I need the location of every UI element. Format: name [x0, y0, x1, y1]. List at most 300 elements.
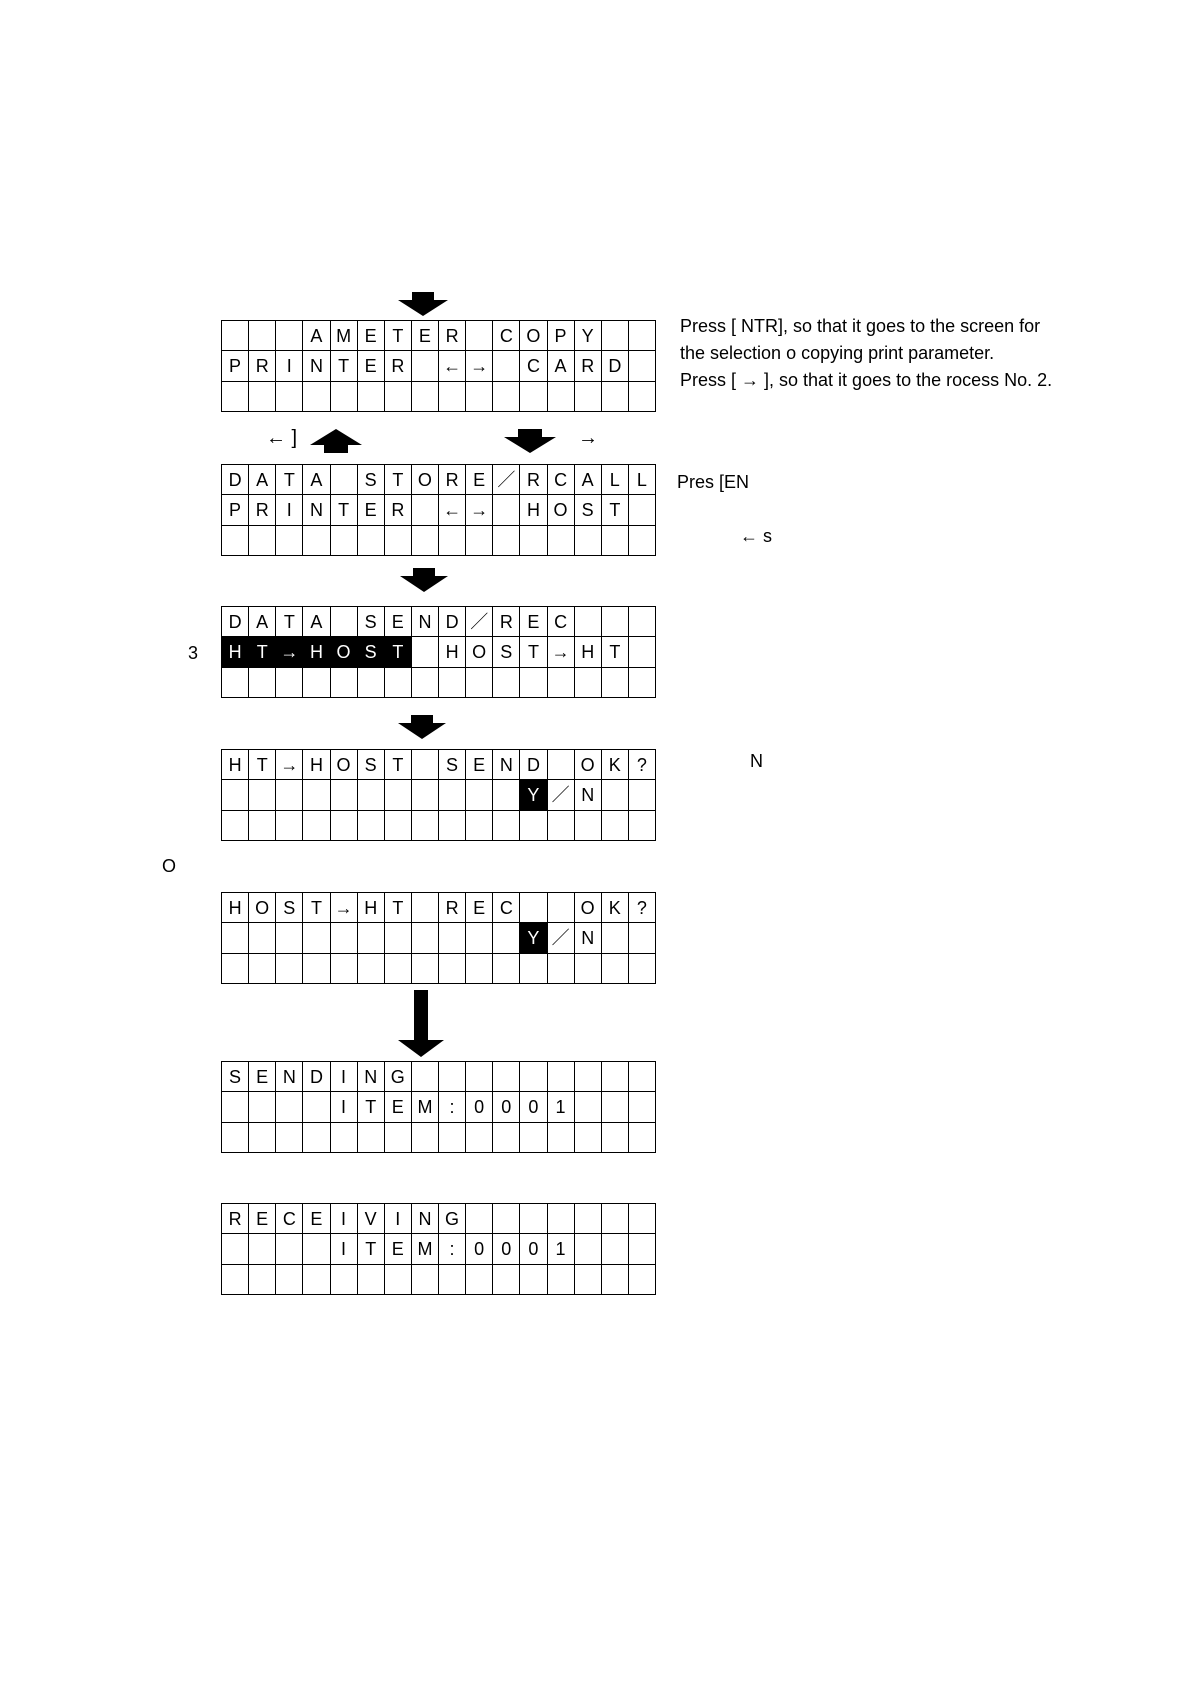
- lcd-cell: [357, 525, 384, 555]
- instruction-fragment: Pres [EN: [677, 472, 750, 492]
- lcd-cell: [411, 1062, 438, 1092]
- lcd-cell: S: [357, 607, 384, 637]
- lcd-cell: [547, 1264, 574, 1294]
- lcd-cell: 1: [547, 1234, 574, 1264]
- lcd-cell: O: [411, 465, 438, 495]
- lcd-row: [222, 750, 656, 780]
- lcd-cell: [357, 953, 384, 983]
- lcd-cell: [411, 780, 438, 810]
- lcd-cell: I: [330, 1092, 357, 1122]
- lcd-cell: [439, 381, 466, 411]
- down-arrow-icon: [396, 990, 448, 1058]
- lcd-cell: [384, 381, 411, 411]
- lcd-cell: A: [249, 465, 276, 495]
- lcd-cell: N: [574, 923, 601, 953]
- lcd-screen-data-store-recall: [221, 464, 656, 556]
- lcd-cell: H: [520, 495, 547, 525]
- lcd-cell: [466, 667, 493, 697]
- lcd-cell: P: [547, 321, 574, 351]
- lcd-cell: N: [303, 495, 330, 525]
- lcd-cell: [628, 495, 655, 525]
- lcd-cell: S: [276, 893, 303, 923]
- lcd-cell: [628, 667, 655, 697]
- lcd-cell: 1: [547, 1092, 574, 1122]
- lcd-cell: T: [330, 351, 357, 381]
- lcd-cell: [276, 923, 303, 953]
- lcd-cell: [276, 321, 303, 351]
- lcd-cell: S: [493, 637, 520, 667]
- lcd-cell: H: [222, 637, 249, 667]
- lcd-cell: E: [249, 1062, 276, 1092]
- down-arrow-icon: [398, 567, 450, 593]
- lcd-cell: [601, 381, 628, 411]
- lcd-cell: [493, 351, 520, 381]
- down-arrow-icon: [396, 714, 448, 740]
- lcd-cell: N: [411, 607, 438, 637]
- lcd-cell: M: [330, 321, 357, 351]
- lcd-row: [222, 321, 656, 351]
- lcd-cell: [520, 893, 547, 923]
- lcd-cell: [628, 381, 655, 411]
- lcd-cell: [601, 1204, 628, 1234]
- lcd-cell: [411, 923, 438, 953]
- lcd-cell: ←: [439, 351, 466, 381]
- lcd-cell: I: [384, 1204, 411, 1234]
- lcd-cell: T: [384, 893, 411, 923]
- instruction-line: Press [ NTR], so that it goes to the screen for: [680, 316, 1041, 336]
- lcd-cell: [303, 525, 330, 555]
- lcd-cell: [493, 810, 520, 840]
- lcd-cell: [276, 780, 303, 810]
- lcd-cell: E: [384, 1092, 411, 1122]
- lcd-cell: E: [411, 321, 438, 351]
- lcd-cell: [520, 1122, 547, 1152]
- lcd-cell: H: [303, 637, 330, 667]
- lcd-cell: [547, 953, 574, 983]
- lcd-cell: T: [384, 465, 411, 495]
- lcd-cell: [628, 637, 655, 667]
- lcd-cell: [411, 381, 438, 411]
- lcd-cell: R: [439, 465, 466, 495]
- lcd-cell: O: [547, 495, 574, 525]
- lcd-cell: [493, 1122, 520, 1152]
- lcd-cell: [222, 667, 249, 697]
- lcd-cell: [601, 810, 628, 840]
- lcd-row: [222, 810, 656, 840]
- lcd-cell: [439, 1264, 466, 1294]
- lcd-cell: [384, 1264, 411, 1294]
- lcd-cell: P: [222, 351, 249, 381]
- lcd-screen-receiving: [221, 1203, 656, 1295]
- lcd-cell: [574, 1204, 601, 1234]
- lcd-cell: T: [303, 893, 330, 923]
- lcd-cell: [547, 1122, 574, 1152]
- lcd-cell: E: [384, 1234, 411, 1264]
- lcd-cell: [520, 810, 547, 840]
- lcd-cell: T: [249, 750, 276, 780]
- lcd-cell: S: [357, 750, 384, 780]
- lcd-cell: P: [222, 495, 249, 525]
- lcd-cell: T: [384, 321, 411, 351]
- lcd-row: [222, 1264, 656, 1294]
- lcd-cell: [357, 1122, 384, 1152]
- lcd-cell: [628, 607, 655, 637]
- lcd-cell: L: [601, 465, 628, 495]
- lcd-cell: I: [330, 1234, 357, 1264]
- lcd-cell: [411, 1122, 438, 1152]
- lcd-screen-parameter-copy: [221, 320, 656, 412]
- lcd-cell: D: [303, 1062, 330, 1092]
- lcd-cell: N: [493, 750, 520, 780]
- lcd-cell: [303, 1234, 330, 1264]
- lcd-cell: I: [330, 1204, 357, 1234]
- lcd-cell: [466, 923, 493, 953]
- lcd-row: [222, 1234, 656, 1264]
- lcd-cell: [303, 923, 330, 953]
- lcd-cell: 0: [493, 1092, 520, 1122]
- lcd-cell: Y: [520, 780, 547, 810]
- lcd-cell: [330, 465, 357, 495]
- lcd-cell: ／: [493, 465, 520, 495]
- lcd-cell: G: [439, 1204, 466, 1234]
- lcd-cell: [330, 923, 357, 953]
- lcd-cell: [411, 495, 438, 525]
- lcd-cell: N: [357, 1062, 384, 1092]
- lcd-cell: O: [574, 893, 601, 923]
- lcd-cell: [384, 667, 411, 697]
- lcd-cell: [601, 780, 628, 810]
- instruction-note: [680, 313, 1052, 394]
- lcd-cell: T: [520, 637, 547, 667]
- lcd-cell: T: [249, 637, 276, 667]
- lcd-cell: [249, 1234, 276, 1264]
- lcd-cell: [520, 1062, 547, 1092]
- lcd-cell: C: [276, 1204, 303, 1234]
- lcd-cell: [330, 607, 357, 637]
- lcd-cell: [384, 525, 411, 555]
- lcd-cell: [411, 351, 438, 381]
- lcd-cell: H: [222, 750, 249, 780]
- lcd-cell: [628, 321, 655, 351]
- side-mark: O: [162, 856, 177, 876]
- lcd-cell: [303, 1122, 330, 1152]
- lcd-cell: [384, 810, 411, 840]
- lcd-cell: [493, 381, 520, 411]
- lcd-cell: [411, 667, 438, 697]
- lcd-cell: [547, 381, 574, 411]
- lcd-cell: D: [520, 750, 547, 780]
- lcd-cell: [493, 1062, 520, 1092]
- lcd-row: [222, 381, 656, 411]
- lcd-cell: [276, 810, 303, 840]
- lcd-cell: [466, 1204, 493, 1234]
- lcd-screen-sending: [221, 1061, 656, 1153]
- instruction-line: Press [ → ], so that it goes to the rocess No. 2.: [680, 370, 1053, 390]
- lcd-cell: T: [276, 465, 303, 495]
- lcd-cell: I: [276, 351, 303, 381]
- lcd-cell: [276, 381, 303, 411]
- lcd-cell: Y: [520, 923, 547, 953]
- lcd-row: [222, 923, 656, 953]
- lcd-cell: [330, 953, 357, 983]
- instruction-fragment: N: [750, 751, 763, 771]
- lcd-cell: C: [493, 321, 520, 351]
- lcd-cell: R: [574, 351, 601, 381]
- lcd-cell: T: [601, 637, 628, 667]
- lcd-cell: [439, 780, 466, 810]
- instruction-fragment: ← s: [740, 526, 773, 546]
- lcd-cell: [547, 893, 574, 923]
- lcd-cell: E: [466, 465, 493, 495]
- lcd-cell: [601, 667, 628, 697]
- lcd-cell: 0: [520, 1092, 547, 1122]
- lcd-cell: [249, 1092, 276, 1122]
- lcd-cell: Y: [574, 321, 601, 351]
- lcd-cell: H: [222, 893, 249, 923]
- lcd-cell: R: [520, 465, 547, 495]
- lcd-cell: T: [384, 637, 411, 667]
- lcd-cell: C: [547, 607, 574, 637]
- lcd-cell: [384, 953, 411, 983]
- lcd-cell: [466, 1062, 493, 1092]
- lcd-cell: [357, 381, 384, 411]
- lcd-cell: H: [357, 893, 384, 923]
- lcd-cell: [628, 810, 655, 840]
- lcd-cell: [628, 525, 655, 555]
- lcd-cell: [628, 953, 655, 983]
- lcd-cell: [330, 780, 357, 810]
- lcd-cell: [628, 923, 655, 953]
- lcd-cell: T: [357, 1092, 384, 1122]
- lcd-cell: [439, 810, 466, 840]
- lcd-cell: [493, 525, 520, 555]
- lcd-cell: [547, 525, 574, 555]
- lcd-row: [222, 607, 656, 637]
- lcd-cell: D: [601, 351, 628, 381]
- lcd-cell: [574, 1122, 601, 1152]
- lcd-cell: E: [249, 1204, 276, 1234]
- lcd-screen-send-confirm: [221, 749, 656, 841]
- lcd-cell: [249, 780, 276, 810]
- lcd-cell: [384, 780, 411, 810]
- lcd-cell: [222, 953, 249, 983]
- lcd-cell: [520, 525, 547, 555]
- lcd-cell: [466, 1122, 493, 1152]
- lcd-cell: N: [303, 351, 330, 381]
- lcd-cell: E: [357, 351, 384, 381]
- lcd-cell: [520, 953, 547, 983]
- lcd-cell: R: [222, 1204, 249, 1234]
- lcd-cell: [222, 525, 249, 555]
- lcd-cell: E: [466, 893, 493, 923]
- lcd-cell: [222, 1092, 249, 1122]
- lcd-cell: [493, 953, 520, 983]
- lcd-cell: [574, 1264, 601, 1294]
- lcd-cell: E: [357, 495, 384, 525]
- lcd-cell: [249, 525, 276, 555]
- lcd-cell: E: [357, 321, 384, 351]
- lcd-cell: [601, 607, 628, 637]
- down-arrow-icon: [396, 292, 450, 318]
- lcd-row: [222, 351, 656, 381]
- lcd-cell: ／: [547, 923, 574, 953]
- lcd-cell: :: [439, 1092, 466, 1122]
- lcd-cell: [547, 750, 574, 780]
- lcd-cell: [547, 1062, 574, 1092]
- lcd-cell: T: [384, 750, 411, 780]
- lcd-cell: C: [493, 893, 520, 923]
- lcd-cell: A: [249, 607, 276, 637]
- lcd-cell: [249, 667, 276, 697]
- lcd-row: [222, 465, 656, 495]
- lcd-cell: [601, 1264, 628, 1294]
- lcd-cell: O: [330, 637, 357, 667]
- lcd-cell: [330, 525, 357, 555]
- lcd-cell: [574, 525, 601, 555]
- lcd-cell: 0: [466, 1234, 493, 1264]
- lcd-cell: R: [384, 351, 411, 381]
- lcd-cell: [601, 1092, 628, 1122]
- lcd-cell: [601, 525, 628, 555]
- lcd-cell: O: [330, 750, 357, 780]
- lcd-cell: [493, 1264, 520, 1294]
- lcd-cell: [303, 1092, 330, 1122]
- lcd-cell: [411, 525, 438, 555]
- lcd-cell: [466, 321, 493, 351]
- lcd-cell: [222, 923, 249, 953]
- lcd-cell: [222, 1122, 249, 1152]
- lcd-screen-data-send-rec: [221, 606, 656, 698]
- lcd-cell: [411, 953, 438, 983]
- lcd-cell: [439, 923, 466, 953]
- lcd-cell: [276, 667, 303, 697]
- lcd-cell: [303, 667, 330, 697]
- lcd-cell: [466, 810, 493, 840]
- lcd-cell: →: [330, 893, 357, 923]
- lcd-cell: [466, 1264, 493, 1294]
- lcd-cell: [249, 923, 276, 953]
- lcd-cell: [601, 1062, 628, 1092]
- lcd-cell: →: [547, 637, 574, 667]
- lcd-cell: [574, 810, 601, 840]
- lcd-cell: E: [466, 750, 493, 780]
- lcd-cell: [439, 667, 466, 697]
- lcd-cell: [384, 1122, 411, 1152]
- lcd-cell: [493, 923, 520, 953]
- lcd-cell: O: [520, 321, 547, 351]
- lcd-cell: [601, 953, 628, 983]
- lcd-cell: [574, 381, 601, 411]
- lcd-cell: [466, 381, 493, 411]
- lcd-cell: E: [520, 607, 547, 637]
- lcd-row: [222, 1204, 656, 1234]
- lcd-cell: R: [439, 321, 466, 351]
- lcd-cell: [520, 381, 547, 411]
- lcd-cell: [411, 637, 438, 667]
- lcd-row: [222, 637, 656, 667]
- lcd-cell: 0: [493, 1234, 520, 1264]
- lcd-cell: [439, 1122, 466, 1152]
- lcd-cell: K: [601, 750, 628, 780]
- lcd-cell: →: [276, 637, 303, 667]
- lcd-cell: C: [520, 351, 547, 381]
- lcd-cell: A: [303, 607, 330, 637]
- lcd-cell: N: [411, 1204, 438, 1234]
- lcd-cell: ／: [466, 607, 493, 637]
- lcd-cell: [222, 1234, 249, 1264]
- up-arrow-icon: [308, 428, 364, 454]
- lcd-cell: T: [330, 495, 357, 525]
- lcd-row: [222, 667, 656, 697]
- lcd-cell: E: [303, 1204, 330, 1234]
- lcd-row: [222, 525, 656, 555]
- lcd-cell: V: [357, 1204, 384, 1234]
- lcd-cell: [276, 1122, 303, 1152]
- lcd-cell: R: [249, 351, 276, 381]
- lcd-cell: [357, 780, 384, 810]
- lcd-cell: [411, 810, 438, 840]
- lcd-cell: A: [574, 465, 601, 495]
- lcd-cell: [601, 1234, 628, 1264]
- lcd-cell: [249, 1122, 276, 1152]
- lcd-cell: ←: [439, 495, 466, 525]
- lcd-cell: S: [357, 637, 384, 667]
- lcd-cell: S: [357, 465, 384, 495]
- lcd-cell: [330, 810, 357, 840]
- lcd-cell: [601, 923, 628, 953]
- instruction-line: the selection o copying print parameter.: [680, 343, 995, 363]
- lcd-cell: [357, 1264, 384, 1294]
- lcd-cell: D: [439, 607, 466, 637]
- lcd-cell: [276, 525, 303, 555]
- step-number: 3: [188, 643, 199, 663]
- lcd-cell: [574, 953, 601, 983]
- lcd-cell: T: [357, 1234, 384, 1264]
- lcd-cell: T: [601, 495, 628, 525]
- lcd-cell: [628, 1234, 655, 1264]
- lcd-cell: I: [330, 1062, 357, 1092]
- lcd-cell: [303, 953, 330, 983]
- lcd-cell: [628, 351, 655, 381]
- lcd-cell: S: [222, 1062, 249, 1092]
- lcd-cell: [330, 381, 357, 411]
- lcd-row: [222, 1122, 656, 1152]
- lcd-cell: L: [628, 465, 655, 495]
- lcd-cell: [330, 667, 357, 697]
- lcd-cell: [357, 923, 384, 953]
- lcd-cell: H: [303, 750, 330, 780]
- lcd-cell: [439, 1062, 466, 1092]
- lcd-cell: [547, 810, 574, 840]
- lcd-cell: [276, 1264, 303, 1294]
- lcd-cell: [222, 321, 249, 351]
- lcd-cell: M: [411, 1234, 438, 1264]
- lcd-cell: [628, 1264, 655, 1294]
- lcd-cell: A: [547, 351, 574, 381]
- lcd-cell: →: [466, 495, 493, 525]
- lcd-cell: R: [249, 495, 276, 525]
- lcd-cell: [574, 1062, 601, 1092]
- lcd-cell: [628, 1092, 655, 1122]
- lcd-cell: R: [439, 893, 466, 923]
- lcd-cell: [574, 1092, 601, 1122]
- lcd-cell: [303, 381, 330, 411]
- lcd-cell: [493, 667, 520, 697]
- lcd-cell: E: [384, 607, 411, 637]
- lcd-cell: [357, 667, 384, 697]
- lcd-row: [222, 495, 656, 525]
- lcd-cell: [249, 381, 276, 411]
